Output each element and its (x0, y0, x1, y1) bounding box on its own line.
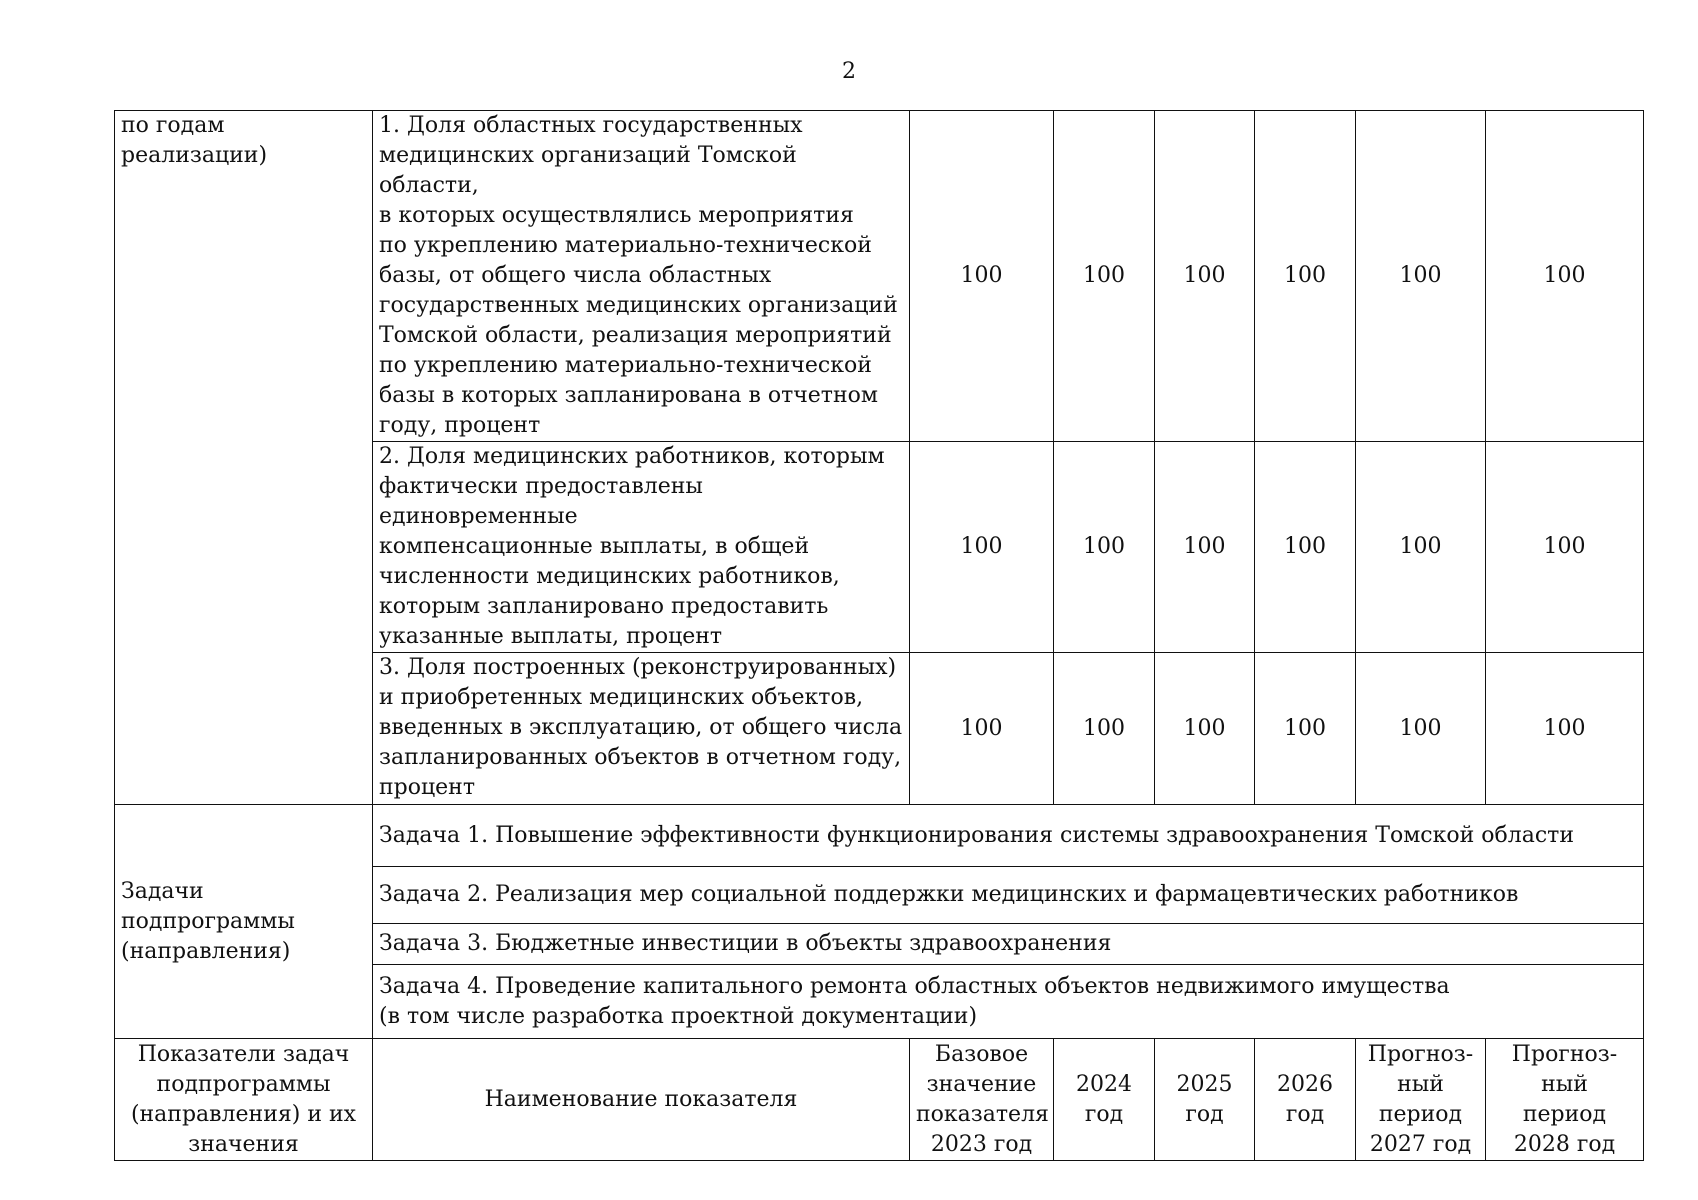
task-2: Задача 2. Реализация мер социальной поддержки медицинских и фармацевтических работников (373, 867, 1644, 924)
indicator-2-value-2025: 100 (1155, 442, 1255, 653)
task-indicators-header-row (115, 1039, 1644, 1161)
indicator-row-1 (115, 111, 1644, 442)
indicator-3-value-2026: 100 (1255, 653, 1356, 805)
indicator-3-value-2025: 100 (1155, 653, 1255, 805)
indicator-name-header: Наименование показателя (373, 1039, 910, 1161)
indicator-2-base-value: 100 (910, 442, 1054, 653)
indicator-1-base-value: 100 (910, 111, 1054, 442)
indicator-name-1: 1. Доля областных государственных медицинских организаций Томской области, в которых осуществлялись мероприятия по укреплению материально-технической базы, от общего числа областных государственных медицинских организаций Томской области, реализация мероприятий по укреплению материально-технической базы в которых запланирована в отчетном году, процент (373, 111, 910, 442)
task-indicators-label: Показатели задач подпрограммы (направления) и их значения (115, 1039, 373, 1161)
task-3: Задача 3. Бюджетные инвестиции в объекты здравоохранения (373, 924, 1644, 965)
task-4: Задача 4. Проведение капитального ремонта областных объектов недвижимого имущества (в том числе разработка проектной документации) (373, 965, 1644, 1039)
indicator-3-value-2024: 100 (1054, 653, 1155, 805)
tasks-label: Задачи подпрограммы (направления) (115, 805, 373, 1039)
year-2024-header: 2024 год (1054, 1039, 1155, 1161)
indicator-1-value-2028: 100 (1486, 111, 1644, 442)
indicator-2-value-2028: 100 (1486, 442, 1644, 653)
forecast-2027-header: Прогноз- ный период 2027 год (1356, 1039, 1486, 1161)
indicator-1-value-2027: 100 (1356, 111, 1486, 442)
indicator-1-value-2026: 100 (1255, 111, 1356, 442)
indicator-name-3: 3. Доля построенных (реконструированных) и приобретенных медицинских объектов, введенных в эксплуатацию, от общего числа запланированных объектов в отчетном году, процент (373, 653, 910, 805)
task-1: Задача 1. Повышение эффективности функционирования системы здравоохранения Томской области (373, 805, 1644, 867)
year-2026-header: 2026 год (1255, 1039, 1356, 1161)
year-2025-header: 2025 год (1155, 1039, 1255, 1161)
base-value-header: Базовое значение показателя 2023 год (910, 1039, 1054, 1161)
page-number: 2 (842, 59, 856, 84)
task-row-1 (115, 805, 1644, 867)
indicator-2-value-2026: 100 (1255, 442, 1356, 653)
indicator-3-value-2027: 100 (1356, 653, 1486, 805)
indicators-left-label: по годам реализации) (115, 111, 373, 805)
forecast-2028-header: Прогноз- ный период 2028 год (1486, 1039, 1644, 1161)
indicator-name-2: 2. Доля медицинских работников, которым фактически предоставлены единовременные компенсационные выплаты, в общей численности медицинских работников, которым запланировано предоставить указанные выплаты, процент (373, 442, 910, 653)
indicator-3-value-2028: 100 (1486, 653, 1644, 805)
indicator-1-value-2024: 100 (1054, 111, 1155, 442)
indicator-3-base-value: 100 (910, 653, 1054, 805)
indicator-2-value-2027: 100 (1356, 442, 1486, 653)
indicator-2-value-2024: 100 (1054, 442, 1155, 653)
program-passport-table (114, 110, 1644, 1161)
indicator-1-value-2025: 100 (1155, 111, 1255, 442)
